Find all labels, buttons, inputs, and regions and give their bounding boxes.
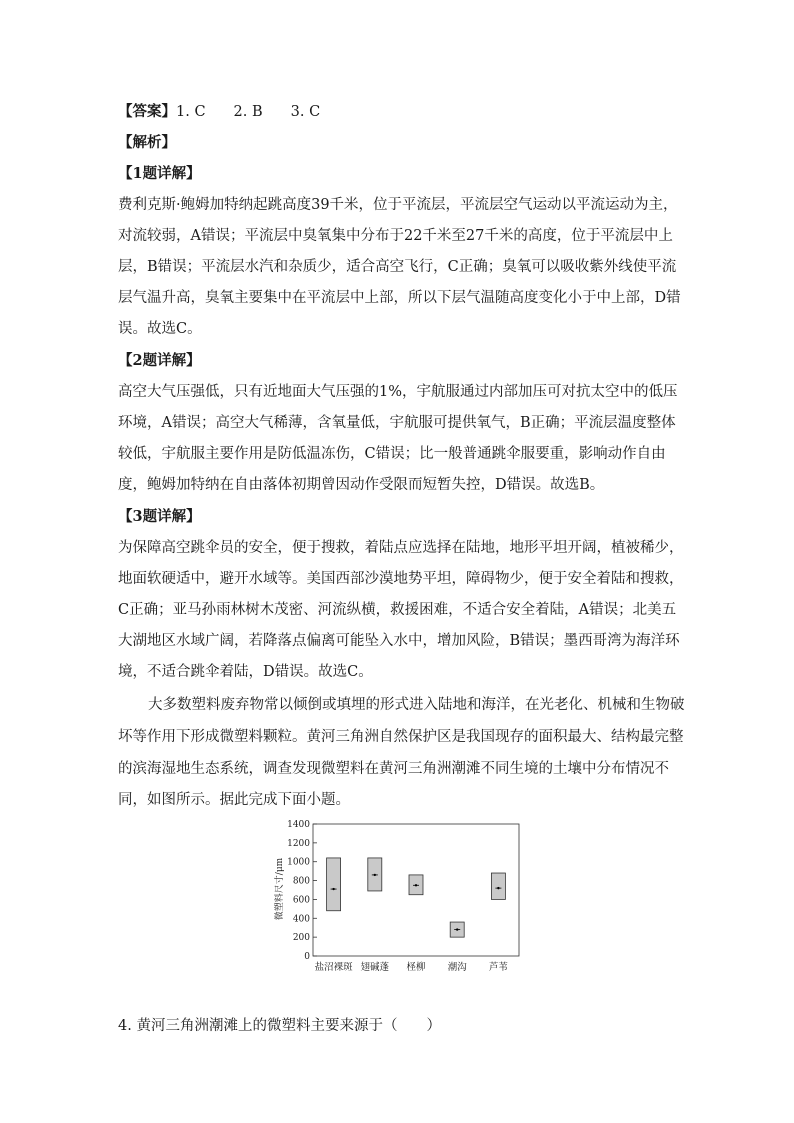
median-point-4 <box>456 928 458 930</box>
box-1 <box>327 858 341 911</box>
section-1-line: 费利克斯·鲍姆加特纳起跳高度39千米，位于平流层，平流层空气运动以平流运动为主， <box>118 197 678 213</box>
x-category-label: 盐沼裸斑 <box>314 962 353 973</box>
y-tick-label: 600 <box>292 895 310 906</box>
passage-line: 大多数塑料废弃物常以倾倒或填埋的形式进入陆地和海洋，在光老化、机械和生物破 <box>148 697 685 713</box>
x-category-label: 芦苇 <box>488 962 508 973</box>
section-2-line: 环境，A错误；高空大气稀薄，含氧量低，宇航服可提供氧气，B正确；平流层温度整体 <box>118 415 676 431</box>
answer-item-3: 3. C <box>290 104 321 120</box>
section-3-line: C正确；亚马孙雨林树木茂密、河流纵横，救援困难，不适合安全着陆，A错误；北美五 <box>118 602 677 618</box>
answer-item-2: 2. B <box>233 104 263 120</box>
y-axis-label: 微塑料尺寸/μm <box>275 857 285 921</box>
answer-item-1: 1. C <box>176 104 206 120</box>
section-3-line: 地面软硬适中，避开水域等。美国西部沙漠地势平坦，障碍物少，便于安全着陆和搜救， <box>118 571 684 587</box>
passage-line: 同，如图所示。据此完成下面小题。 <box>118 792 350 808</box>
y-tick-label: 200 <box>292 933 310 944</box>
y-tick-label: 800 <box>292 876 310 887</box>
section-1-line: 对流较弱，A错误；平流层中臭氧集中分布于22千米至27千米的高度，位于平流层中上 <box>118 228 673 244</box>
median-point-5 <box>497 887 499 889</box>
median-point-3 <box>415 884 417 886</box>
section-1-line: 误。故选C。 <box>118 321 202 337</box>
box-5 <box>491 873 505 899</box>
section-2-line: 高空大气压强低，只有近地面大气压强的1%，宇航服通过内部加压可对抗太空中的低压 <box>118 384 678 400</box>
answer-label: 【答案】 <box>118 103 176 120</box>
y-tick-label: 400 <box>292 914 310 925</box>
section-1-title: 【1题详解】 <box>118 165 201 182</box>
microplastic-box-chart <box>268 818 530 978</box>
section-1-line: 层气温升高，臭氧主要集中在平流层中上部，所以下层气温随高度变化小于中上部，D错 <box>118 290 681 306</box>
question-4: 4. 黄河三角洲潮滩上的微塑料主要来源于（ ） <box>118 1018 441 1034</box>
section-3-line: 为保障高空跳伞员的安全，便于搜救，着陆点应选择在陆地，地形平坦开阔，植被稀少， <box>118 540 684 556</box>
x-category-label: 潮沟 <box>447 962 467 973</box>
y-axis-ticks <box>287 820 317 962</box>
section-3-line: 境，不适合跳伞着陆，D错误。故选C。 <box>118 664 373 680</box>
y-tick-label: 0 <box>304 952 310 962</box>
y-tick-label: 1000 <box>287 857 310 868</box>
analysis-header: 【解析】 <box>118 134 176 151</box>
x-axis-labels <box>315 961 509 973</box>
section-3-line: 大湖地区水域广阔，若降落点偏离可能坠入水中，增加风险，B错误；墨西哥湾为海洋环 <box>118 633 680 649</box>
passage-line: 的滨海湿地生态系统，调查发现微塑料在黄河三角洲潮滩不同生境的土壤中分布情况不 <box>118 761 669 777</box>
section-1-line: 层，B错误；平流层水汽和杂质少，适合高空飞行，C正确；臭氧可以吸收紫外线使平流 <box>118 259 677 275</box>
passage-line: 坏等作用下形成微塑料颗粒。黄河三角洲自然保护区是我国现存的面积最大、结构最完整 <box>118 729 684 745</box>
y-tick-label: 1400 <box>287 820 310 830</box>
section-2-title: 【2题详解】 <box>118 352 201 369</box>
x-category-label: 翅碱蓬 <box>360 962 390 973</box>
section-2-line: 度，鲍姆加特纳在自由落体初期曾因动作受限而短暂失控，D错误。故选B。 <box>118 477 605 493</box>
x-category-label: 柽柳 <box>406 962 426 973</box>
box-series <box>327 858 506 937</box>
y-tick-label: 1200 <box>287 838 310 849</box>
median-point-1 <box>332 888 334 890</box>
answer-line <box>118 102 678 122</box>
section-3-title: 【3题详解】 <box>118 508 201 525</box>
median-point-2 <box>374 874 376 876</box>
section-2-line: 较低，宇航服主要作用是防低温冻伤，C错误；比一般普通跳伞服要重，影响动作自由 <box>118 446 666 462</box>
